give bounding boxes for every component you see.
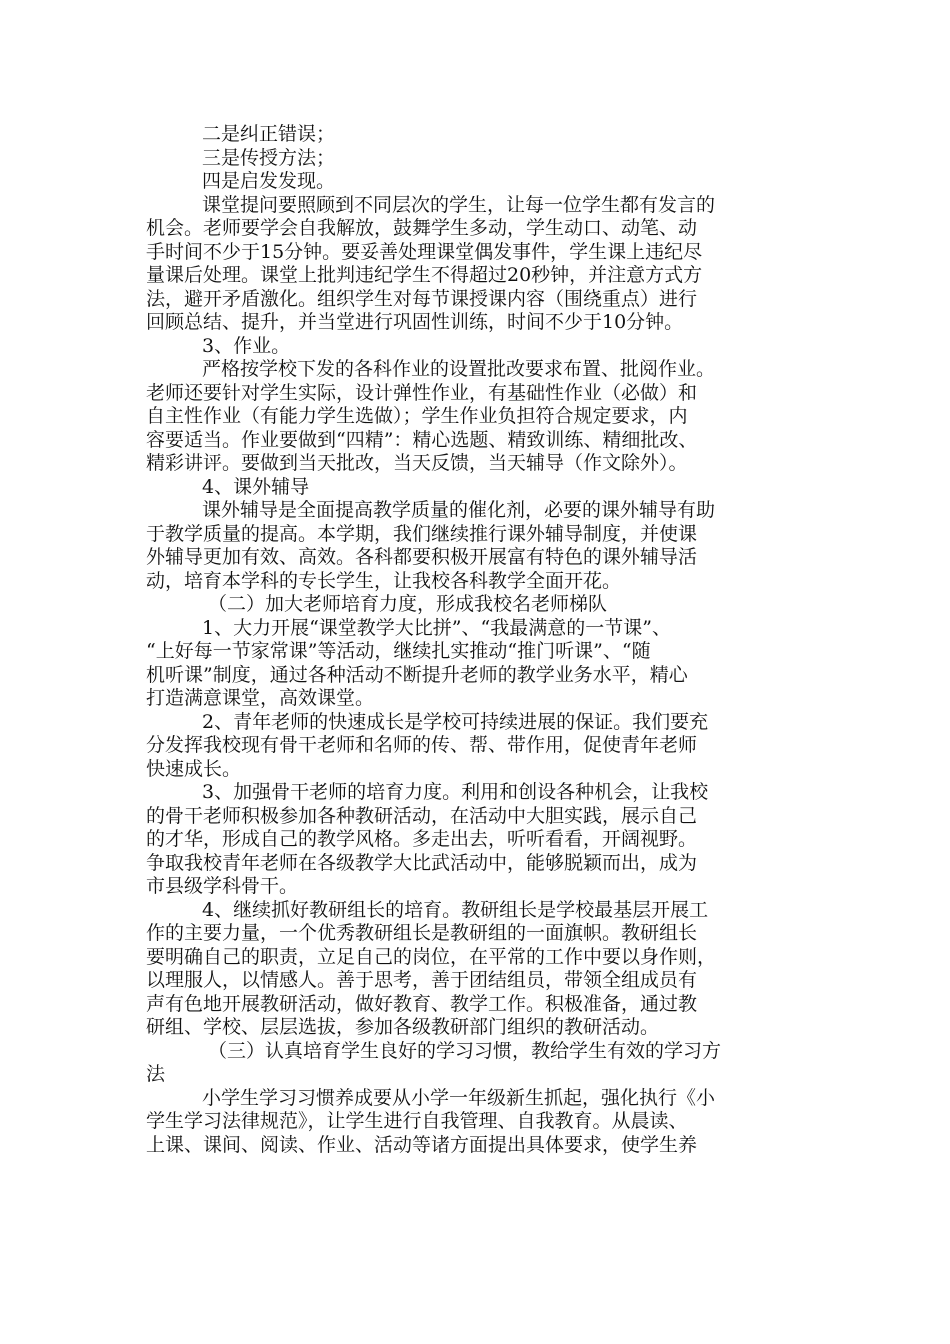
text-line: 动，培育本学科的专长学生，让我校各科教学全面开花。 <box>146 569 622 592</box>
text-line: 以理服人，以情感人。善于思考，善于团结组员，带领全组成员有 <box>146 969 698 991</box>
document-body <box>146 123 822 1157</box>
text-line: 量课后处理。课堂上批判违纪学生不得超过20秒钟，并注意方式方 <box>146 264 703 286</box>
text-line: 法 <box>146 1063 166 1085</box>
text-line: 快速成长。 <box>146 757 242 780</box>
text-line: 手时间不少于15分钟。要妥善处理课堂偶发事件，学生课上违纪尽 <box>146 240 703 263</box>
text-line: 2、青年老师的快速成长是学校可持续进展的保证。我们要充 <box>202 710 709 733</box>
text-line: 3、作业。 <box>202 334 291 357</box>
text-line: 二是纠正错误； <box>202 123 336 145</box>
text-line: 严格按学校下发的各科作业的设置批改要求布置、批阅作业。 <box>202 358 716 380</box>
text-line: 三是传授方法； <box>202 146 336 169</box>
text-line: 分发挥我校现有骨干老师和名师的传、帮、带作用，促使青年老师 <box>146 734 698 756</box>
text-line: 学生学习法律规范》，让学生进行自我管理、自我教育。从晨读、 <box>146 1110 688 1132</box>
text-line: 精彩讲评。要做到当天批改，当天反馈，当天辅导（作文除外）。 <box>146 452 688 474</box>
text-line: 研组、学校、层层选拔，参加各级教研部门组织的教研活动。 <box>146 1016 660 1038</box>
text-line: 要明确自己的职责，立足自己的岗位，在平常的工作中要以身作则， <box>146 945 717 968</box>
text-line: 争取我校青年老师在各级教学大比武活动中，能够脱颖而出，成为 <box>146 851 698 874</box>
text-line: （三）认真培育学生良好的学习习惯，教给学生有效的学习方 <box>208 1039 722 1062</box>
text-line: 3、加强骨干老师的培育力度。利用和创设各种机会，让我校 <box>202 781 709 803</box>
text-line: 4、继续抓好教研组长的培育。教研组长是学校最基层开展工 <box>202 898 709 921</box>
document-page <box>146 123 822 1157</box>
text-line: 打造满意课堂，高效课堂。 <box>146 687 375 709</box>
text-line: 上课、课间、阅读、作业、活动等诸方面提出具体要求，使学生养 <box>146 1133 698 1156</box>
text-line: 4、课外辅导 <box>202 475 310 498</box>
text-line: （二）加大老师培育力度，形成我校名老师梯队 <box>208 593 608 615</box>
text-line: 市县级学科骨干。 <box>146 875 299 897</box>
text-line: 声有色地开展教研活动，做好教育、教学工作。积极准备，通过教 <box>146 992 698 1015</box>
text-line: “上好每一节家常课”等活动，继续扎实推动“推门听课”、“随 <box>146 640 651 662</box>
text-line: 老师还要针对学生实际，设计弹性作业，有基础性作业（必做）和 <box>146 381 698 404</box>
text-line: 作的主要力量，一个优秀教研组长是教研组的一面旗帜。教研组长 <box>146 922 698 944</box>
text-line: 机会。老师要学会自我解放，鼓舞学生多动，学生动口、动笔、动 <box>146 217 698 239</box>
text-line: 自主性作业（有能力学生选做）；学生作业负担符合规定要求，内 <box>146 405 688 427</box>
text-line: 于教学质量的提高。本学期，我们继续推行课外辅导制度，并使课 <box>146 522 698 545</box>
text-line: 机听课”制度，通过各种活动不断提升老师的教学业务水平，精心 <box>146 663 688 686</box>
text-line: 容要适当。作业要做到“四精”：精心选题、精致训练、精细批改、 <box>146 428 698 451</box>
text-line: 课堂提问要照顾到不同层次的学生，让每一位学生都有发言的 <box>202 193 716 216</box>
text-line: 回顾总结、提升，并当堂进行巩固性训练，时间不少于10分钟。 <box>146 311 684 333</box>
text-line: 课外辅导是全面提高教学质量的催化剂，必要的课外辅导有助 <box>202 499 716 521</box>
text-line: 外辅导更加有效、高效。各科都要积极开展富有特色的课外辅导活 <box>146 546 698 568</box>
text-line: 小学生学习习惯养成要从小学一年级新生抓起，强化执行《小 <box>202 1086 716 1109</box>
text-line: 四是启发发现。 <box>202 170 336 192</box>
text-line: 1、大力开展“课堂教学大比拼”、“我最满意的一节课”、 <box>202 616 671 639</box>
text-line: 法，避开矛盾激化。组织学生对每节课授课内容（围绕重点）进行 <box>146 287 698 310</box>
text-line: 的骨干老师积极参加各种教研活动，在活动中大胆实践，展示自己 <box>146 804 698 827</box>
text-line: 的才华，形成自己的教学风格。多走出去，听听看看，开阔视野。 <box>146 828 698 850</box>
